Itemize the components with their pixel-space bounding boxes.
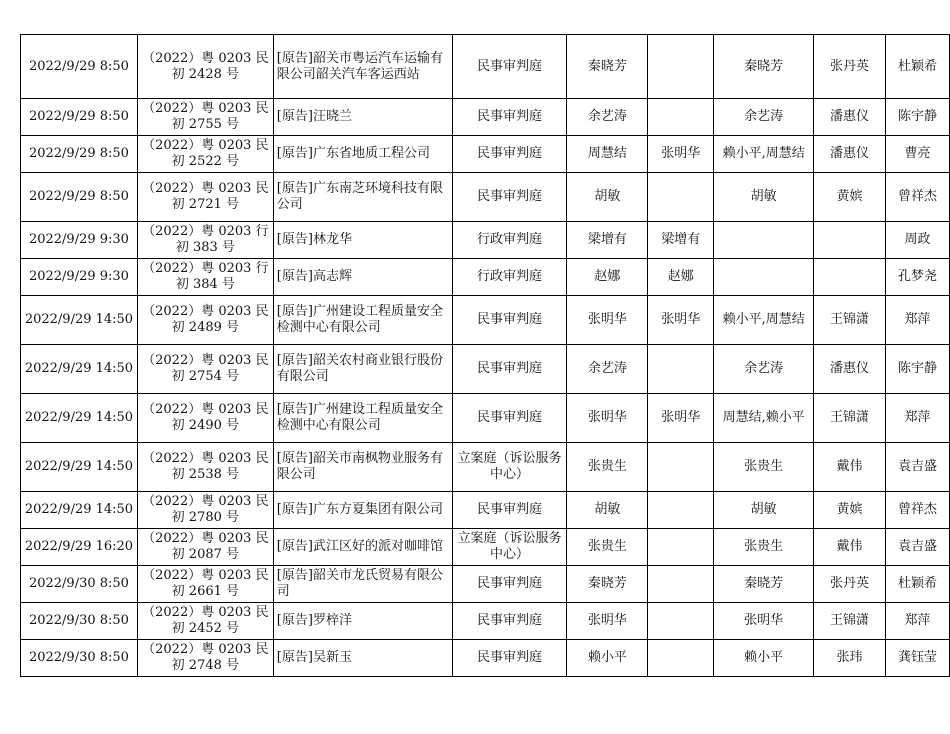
- table-row: [21, 492, 950, 529]
- assistant-cell: 曾祥杰: [886, 173, 950, 222]
- party-cell: [原告]广东方夏集团有限公司: [273, 492, 452, 529]
- table-row: [21, 394, 950, 443]
- table-row: [21, 603, 950, 640]
- judge-cell: 余艺涛: [567, 99, 648, 136]
- assistant-cell: 周政: [886, 222, 950, 259]
- clerk-cell: 张玮: [814, 640, 886, 677]
- judge-cell: 胡敏: [567, 173, 648, 222]
- hearing-time-cell: 2022/9/29 8:50: [21, 136, 138, 173]
- case-number-cell: （2022）粤 0203 民初 2452 号: [137, 603, 273, 640]
- panel-members-cell: 余艺涛: [714, 345, 814, 394]
- case-number-cell: （2022）粤 0203 民初 2754 号: [137, 345, 273, 394]
- presiding-judge-cell: [648, 640, 714, 677]
- party-cell: [原告]韶关市粤运汽车运输有限公司韶关汽车客运西站: [273, 35, 452, 99]
- presiding-judge-cell: [648, 492, 714, 529]
- case-number-cell: （2022）粤 0203 行初 383 号: [137, 222, 273, 259]
- presiding-judge-cell: 梁增有: [648, 222, 714, 259]
- judge-cell: 张明华: [567, 296, 648, 345]
- table-body: [21, 35, 950, 677]
- presiding-judge-cell: [648, 529, 714, 566]
- party-cell: [原告]韶关农村商业银行股份有限公司: [273, 345, 452, 394]
- hearing-time-cell: 2022/9/29 8:50: [21, 173, 138, 222]
- clerk-cell: [814, 259, 886, 296]
- assistant-cell: 曹亮: [886, 136, 950, 173]
- hearing-time-cell: 2022/9/30 8:50: [21, 640, 138, 677]
- party-cell: [原告]武江区好的派对咖啡馆: [273, 529, 452, 566]
- panel-members-cell: 秦晓芳: [714, 566, 814, 603]
- clerk-cell: 王锦潇: [814, 603, 886, 640]
- panel-members-cell: 余艺涛: [714, 99, 814, 136]
- clerk-cell: 潘惠仪: [814, 345, 886, 394]
- judge-cell: 梁增有: [567, 222, 648, 259]
- party-cell: [原告]广东省地质工程公司: [273, 136, 452, 173]
- court-division-cell: 民事审判庭: [452, 566, 567, 603]
- party-cell: [原告]广东南芝环境科技有限公司: [273, 173, 452, 222]
- presiding-judge-cell: 张明华: [648, 394, 714, 443]
- presiding-judge-cell: [648, 345, 714, 394]
- court-division-cell: 民事审判庭: [452, 492, 567, 529]
- case-number-cell: （2022）粤 0203 民初 2538 号: [137, 443, 273, 492]
- presiding-judge-cell: [648, 566, 714, 603]
- presiding-judge-cell: [648, 603, 714, 640]
- assistant-cell: 陈宇静: [886, 345, 950, 394]
- table-row: [21, 345, 950, 394]
- panel-members-cell: [714, 222, 814, 259]
- table-row: [21, 259, 950, 296]
- assistant-cell: 杜颖希: [886, 35, 950, 99]
- presiding-judge-cell: [648, 443, 714, 492]
- judge-cell: 张贵生: [567, 529, 648, 566]
- clerk-cell: 王锦潇: [814, 296, 886, 345]
- hearing-schedule-table: [20, 34, 950, 677]
- court-division-cell: 立案庭（诉讼服务中心）: [452, 529, 567, 566]
- clerk-cell: 张丹英: [814, 35, 886, 99]
- court-division-cell: 民事审判庭: [452, 173, 567, 222]
- table-row: [21, 173, 950, 222]
- party-cell: [原告]广州建设工程质量安全检测中心有限公司: [273, 296, 452, 345]
- presiding-judge-cell: [648, 173, 714, 222]
- assistant-cell: 郑萍: [886, 603, 950, 640]
- assistant-cell: 郑萍: [886, 394, 950, 443]
- court-division-cell: 民事审判庭: [452, 35, 567, 99]
- panel-members-cell: 赖小平,周慧结: [714, 136, 814, 173]
- assistant-cell: 袁吉盛: [886, 443, 950, 492]
- hearing-time-cell: 2022/9/29 14:50: [21, 345, 138, 394]
- hearing-time-cell: 2022/9/29 14:50: [21, 443, 138, 492]
- assistant-cell: 陈宇静: [886, 99, 950, 136]
- court-division-cell: 民事审判庭: [452, 296, 567, 345]
- clerk-cell: 潘惠仪: [814, 136, 886, 173]
- party-cell: [原告]罗梓洋: [273, 603, 452, 640]
- hearing-time-cell: 2022/9/29 9:30: [21, 259, 138, 296]
- hearing-time-cell: 2022/9/30 8:50: [21, 566, 138, 603]
- hearing-time-cell: 2022/9/29 8:50: [21, 99, 138, 136]
- court-division-cell: 民事审判庭: [452, 603, 567, 640]
- table-row: [21, 136, 950, 173]
- table-row: [21, 296, 950, 345]
- court-division-cell: 民事审判庭: [452, 136, 567, 173]
- clerk-cell: 戴伟: [814, 443, 886, 492]
- court-division-cell: 行政审判庭: [452, 222, 567, 259]
- court-division-cell: 行政审判庭: [452, 259, 567, 296]
- party-cell: [原告]高志辉: [273, 259, 452, 296]
- case-number-cell: （2022）粤 0203 民初 2087 号: [137, 529, 273, 566]
- table-row: [21, 35, 950, 99]
- hearing-time-cell: 2022/9/29 14:50: [21, 394, 138, 443]
- court-division-cell: 民事审判庭: [452, 99, 567, 136]
- presiding-judge-cell: [648, 35, 714, 99]
- judge-cell: 赖小平: [567, 640, 648, 677]
- case-number-cell: （2022）粤 0203 民初 2522 号: [137, 136, 273, 173]
- court-division-cell: 民事审判庭: [452, 345, 567, 394]
- table-row: [21, 566, 950, 603]
- clerk-cell: 张丹英: [814, 566, 886, 603]
- judge-cell: 秦晓芳: [567, 566, 648, 603]
- panel-members-cell: [714, 259, 814, 296]
- case-number-cell: （2022）粤 0203 民初 2748 号: [137, 640, 273, 677]
- judge-cell: 周慧结: [567, 136, 648, 173]
- case-number-cell: （2022）粤 0203 民初 2780 号: [137, 492, 273, 529]
- table-row: [21, 222, 950, 259]
- party-cell: [原告]韶关市南枫物业服务有限公司: [273, 443, 452, 492]
- judge-cell: 秦晓芳: [567, 35, 648, 99]
- table-row: [21, 529, 950, 566]
- assistant-cell: 曾祥杰: [886, 492, 950, 529]
- court-division-cell: 民事审判庭: [452, 394, 567, 443]
- hearing-time-cell: 2022/9/29 14:50: [21, 492, 138, 529]
- case-number-cell: （2022）粤 0203 民初 2661 号: [137, 566, 273, 603]
- panel-members-cell: 张贵生: [714, 529, 814, 566]
- case-number-cell: （2022）粤 0203 民初 2721 号: [137, 173, 273, 222]
- judge-cell: 赵娜: [567, 259, 648, 296]
- panel-members-cell: 秦晓芳: [714, 35, 814, 99]
- hearing-time-cell: 2022/9/29 9:30: [21, 222, 138, 259]
- judge-cell: 张明华: [567, 394, 648, 443]
- clerk-cell: 王锦潇: [814, 394, 886, 443]
- case-number-cell: （2022）粤 0203 行初 384 号: [137, 259, 273, 296]
- presiding-judge-cell: 张明华: [648, 136, 714, 173]
- panel-members-cell: 张贵生: [714, 443, 814, 492]
- panel-members-cell: 胡敏: [714, 492, 814, 529]
- case-number-cell: （2022）粤 0203 民初 2490 号: [137, 394, 273, 443]
- panel-members-cell: 周慧结,赖小平: [714, 394, 814, 443]
- assistant-cell: 袁吉盛: [886, 529, 950, 566]
- court-division-cell: 民事审判庭: [452, 640, 567, 677]
- clerk-cell: 戴伟: [814, 529, 886, 566]
- presiding-judge-cell: 张明华: [648, 296, 714, 345]
- panel-members-cell: 赖小平: [714, 640, 814, 677]
- assistant-cell: 孔梦尧: [886, 259, 950, 296]
- clerk-cell: 潘惠仪: [814, 99, 886, 136]
- table-row: [21, 99, 950, 136]
- party-cell: [原告]广州建设工程质量安全检测中心有限公司: [273, 394, 452, 443]
- clerk-cell: [814, 222, 886, 259]
- hearing-time-cell: 2022/9/30 8:50: [21, 603, 138, 640]
- court-division-cell: 立案庭（诉讼服务中心）: [452, 443, 567, 492]
- judge-cell: 张明华: [567, 603, 648, 640]
- panel-members-cell: 张明华: [714, 603, 814, 640]
- assistant-cell: 杜颖希: [886, 566, 950, 603]
- case-number-cell: （2022）粤 0203 民初 2755 号: [137, 99, 273, 136]
- case-number-cell: （2022）粤 0203 民初 2489 号: [137, 296, 273, 345]
- assistant-cell: 龚钰莹: [886, 640, 950, 677]
- hearing-time-cell: 2022/9/29 14:50: [21, 296, 138, 345]
- presiding-judge-cell: 赵娜: [648, 259, 714, 296]
- judge-cell: 张贵生: [567, 443, 648, 492]
- hearing-time-cell: 2022/9/29 8:50: [21, 35, 138, 99]
- panel-members-cell: 赖小平,周慧结: [714, 296, 814, 345]
- clerk-cell: 黄嫔: [814, 173, 886, 222]
- table-row: [21, 443, 950, 492]
- judge-cell: 余艺涛: [567, 345, 648, 394]
- presiding-judge-cell: [648, 99, 714, 136]
- judge-cell: 胡敏: [567, 492, 648, 529]
- party-cell: [原告]吴新玉: [273, 640, 452, 677]
- party-cell: [原告]林龙华: [273, 222, 452, 259]
- table-row: [21, 640, 950, 677]
- clerk-cell: 黄嫔: [814, 492, 886, 529]
- assistant-cell: 郑萍: [886, 296, 950, 345]
- panel-members-cell: 胡敏: [714, 173, 814, 222]
- party-cell: [原告]韶关市龙氏贸易有限公司: [273, 566, 452, 603]
- hearing-time-cell: 2022/9/29 16:20: [21, 529, 138, 566]
- case-number-cell: （2022）粤 0203 民初 2428 号: [137, 35, 273, 99]
- party-cell: [原告]汪晓兰: [273, 99, 452, 136]
